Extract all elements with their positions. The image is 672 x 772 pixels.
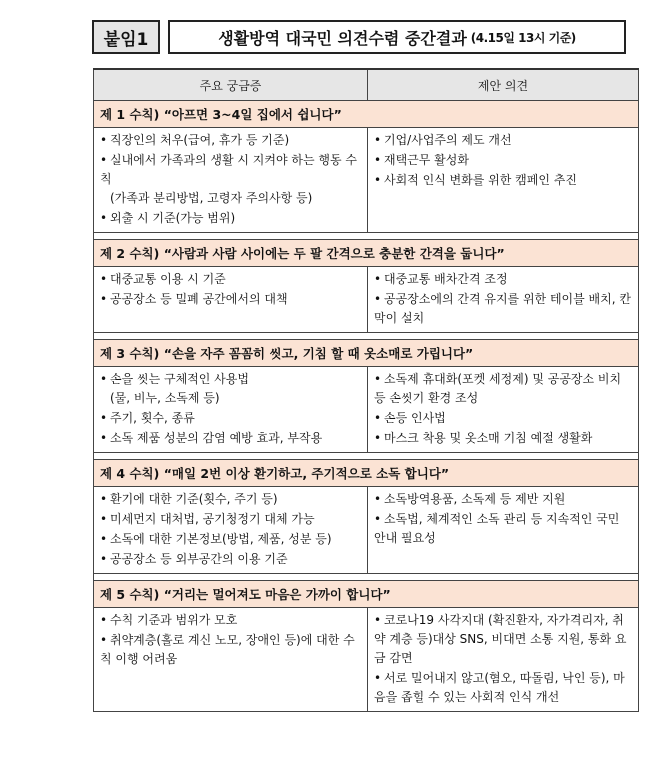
spacer-cell	[94, 453, 639, 460]
bullet-icon: •	[100, 532, 108, 546]
list-item-text: 취약계층(홀로 계신 노모, 장애인 등)에 대한 수칙 이행 어려움	[100, 633, 355, 666]
list-item-text: 소독제 휴대화(포켓 세정제) 및 공공장소 비치 등 손씻기 환경 조성	[374, 372, 622, 405]
suggestions-list	[368, 128, 638, 194]
section-spacer	[94, 233, 639, 240]
table-row	[94, 267, 639, 333]
questions-list	[94, 267, 367, 313]
bullet-icon: •	[100, 292, 108, 306]
table-row	[94, 487, 639, 574]
bullet-icon: •	[100, 153, 108, 167]
list-item	[374, 131, 632, 150]
spacer-cell	[94, 574, 639, 581]
questions-cell	[94, 487, 368, 574]
list-item	[374, 490, 632, 509]
list-item-text: 손을 씻는 구체적인 사용법	[110, 372, 249, 386]
list-item-detail: (물, 비누, 소독제 등)	[110, 391, 220, 405]
list-item-text: 미세먼지 대처법, 공기청정기 대체 가능	[110, 512, 315, 526]
section-title-row	[94, 581, 639, 608]
section-spacer	[94, 453, 639, 460]
bullet-icon: •	[100, 411, 108, 425]
list-item	[374, 669, 632, 707]
bullet-icon: •	[100, 272, 108, 286]
bullet-icon: •	[100, 633, 108, 647]
list-item	[100, 270, 361, 289]
section-title-row	[94, 340, 639, 367]
questions-list	[94, 608, 367, 673]
list-item	[374, 270, 632, 289]
section-spacer	[94, 333, 639, 340]
list-item	[100, 209, 361, 228]
section-spacer	[94, 574, 639, 581]
list-item-text: 공공장소에의 간격 유지를 위한 테이블 배치, 칸막이 설치	[374, 292, 631, 325]
bullet-icon: •	[374, 292, 382, 306]
list-item-text: 환기에 대한 기준(횟수, 주기 등)	[110, 492, 278, 506]
list-item	[100, 370, 361, 408]
bullet-icon: •	[100, 512, 108, 526]
table-body	[94, 101, 639, 712]
bullet-icon: •	[374, 272, 382, 286]
questions-list	[94, 487, 367, 573]
list-item	[374, 429, 632, 448]
header	[92, 20, 626, 58]
list-item	[374, 290, 632, 328]
bullet-icon: •	[374, 372, 382, 386]
bullet-icon: •	[374, 173, 382, 187]
questions-list	[94, 128, 367, 232]
bullet-icon: •	[100, 211, 108, 225]
list-item	[100, 611, 361, 630]
section-title: 제 3 수칙) “손을 자주 꼼꼼히 씻고, 기침 할 때 옷소매로 가립니다”	[94, 340, 639, 367]
list-item-text: 대중교통 배차간격 조정	[384, 272, 508, 286]
list-item	[100, 151, 361, 208]
questions-cell	[94, 128, 368, 233]
suggestions-cell	[368, 128, 639, 233]
list-item-text: 코로나19 사각지대 (확진환자, 자가격리자, 취약 계층 등)대상 SNS, 비대면 소통 지원, 통화 요금 감면	[374, 613, 627, 665]
list-item	[374, 409, 632, 428]
list-item-text: 대중교통 이용 시 기준	[110, 272, 226, 286]
bullet-icon: •	[100, 372, 108, 386]
questions-cell	[94, 608, 368, 712]
list-item-text: 손등 인사법	[384, 411, 446, 425]
list-item	[100, 631, 361, 669]
questions-cell	[94, 267, 368, 333]
list-item	[100, 131, 361, 150]
section-title-row	[94, 101, 639, 128]
suggestions-cell	[368, 608, 639, 712]
spacer-cell	[94, 233, 639, 240]
bullet-icon: •	[374, 133, 382, 147]
section-title: 제 4 수칙) “매일 2번 이상 환기하고, 주기적으로 소독 합니다”	[94, 460, 639, 487]
list-item-text: 사회적 인식 변화를 위한 캠페인 추진	[384, 173, 577, 187]
list-item-detail: (가족과 분리방법, 고령자 주의사항 등)	[110, 191, 313, 205]
table-row	[94, 128, 639, 233]
suggestions-cell	[368, 487, 639, 574]
list-item	[374, 370, 632, 408]
suggestions-list	[368, 367, 638, 452]
list-item-text: 소독방역용품, 소독제 등 제반 지원	[384, 492, 566, 506]
list-item	[374, 611, 632, 668]
bullet-icon: •	[100, 431, 108, 445]
table-row	[94, 608, 639, 712]
bullet-icon: •	[374, 431, 382, 445]
list-item-text: 외출 시 기준(가능 범위)	[110, 211, 236, 225]
section-title-row	[94, 240, 639, 267]
list-item	[100, 530, 361, 549]
list-item	[100, 290, 361, 309]
list-item-text: 기업/사업주의 제도 개선	[384, 133, 512, 147]
list-item-text: 공공장소 등 밀폐 공간에서의 대책	[110, 292, 288, 306]
list-item-text: 소독법, 체계적인 소독 관리 등 지속적인 국민 안내 필요성	[374, 512, 620, 545]
list-item-text: 실내에서 가족과의 생활 시 지켜야 하는 행동 수칙	[100, 153, 357, 186]
bullet-icon: •	[374, 613, 382, 627]
suggestions-cell	[368, 367, 639, 453]
attachment-tag: 붙임1	[92, 20, 160, 54]
list-item-text: 직장인의 처우(급여, 휴가 등 기준)	[110, 133, 290, 147]
bullet-icon: •	[374, 153, 382, 167]
questions-list	[94, 367, 367, 452]
bullet-icon: •	[374, 512, 382, 526]
list-item-text: 수칙 기준과 범위가 모호	[110, 613, 238, 627]
bullet-icon: •	[374, 411, 382, 425]
list-item	[100, 550, 361, 569]
list-item-text: 소독 제품 성분의 감염 예방 효과, 부작용	[110, 431, 323, 445]
table-row	[94, 367, 639, 453]
suggestions-list	[368, 267, 638, 332]
section-title: 제 1 수칙) “아프면 3~4일 집에서 쉽니다”	[94, 101, 639, 128]
spacer-cell	[94, 333, 639, 340]
list-item-text: 서로 밀어내지 않고(혐오, 따돌림, 낙인 등), 마음을 좁힐 수 있는 사회적 인식 개선	[374, 671, 625, 704]
document-title: 생활방역 대국민 의견수렴 중간결과	[218, 28, 467, 48]
list-item	[100, 429, 361, 448]
bullet-icon: •	[100, 552, 108, 566]
column-header-questions: 주요 궁금증	[94, 69, 368, 101]
list-item-text: 주기, 횟수, 종류	[110, 411, 195, 425]
list-item	[374, 171, 632, 190]
opinion-table	[93, 68, 639, 712]
bullet-icon: •	[100, 133, 108, 147]
bullet-icon: •	[374, 492, 382, 506]
list-item	[100, 409, 361, 428]
bullet-icon: •	[374, 671, 382, 685]
list-item-text: 재택근무 활성화	[384, 153, 469, 167]
table-header-row	[94, 69, 639, 101]
list-item-text: 소독에 대한 기본정보(방법, 제품, 성분 등)	[110, 532, 332, 546]
section-title-row	[94, 460, 639, 487]
list-item	[100, 490, 361, 509]
section-title: 제 2 수칙) “사람과 사람 사이에는 두 팔 간격으로 충분한 간격을 둡니다”	[94, 240, 639, 267]
list-item	[374, 151, 632, 170]
document-title-box	[168, 20, 626, 54]
list-item-text: 마스크 착용 및 옷소매 기침 예절 생활화	[384, 431, 593, 445]
suggestions-list	[368, 608, 638, 711]
column-header-suggestions: 제안 의견	[368, 69, 639, 101]
suggestions-cell	[368, 267, 639, 333]
list-item	[100, 510, 361, 529]
section-title: 제 5 수칙) “거리는 멀어져도 마음은 가까이 합니다”	[94, 581, 639, 608]
list-item	[374, 510, 632, 548]
bullet-icon: •	[100, 492, 108, 506]
list-item-text: 공공장소 등 외부공간의 이용 기준	[110, 552, 288, 566]
document-subtitle: (4.15일 13시 기준)	[470, 30, 576, 45]
suggestions-list	[368, 487, 638, 552]
bullet-icon: •	[100, 613, 108, 627]
questions-cell	[94, 367, 368, 453]
